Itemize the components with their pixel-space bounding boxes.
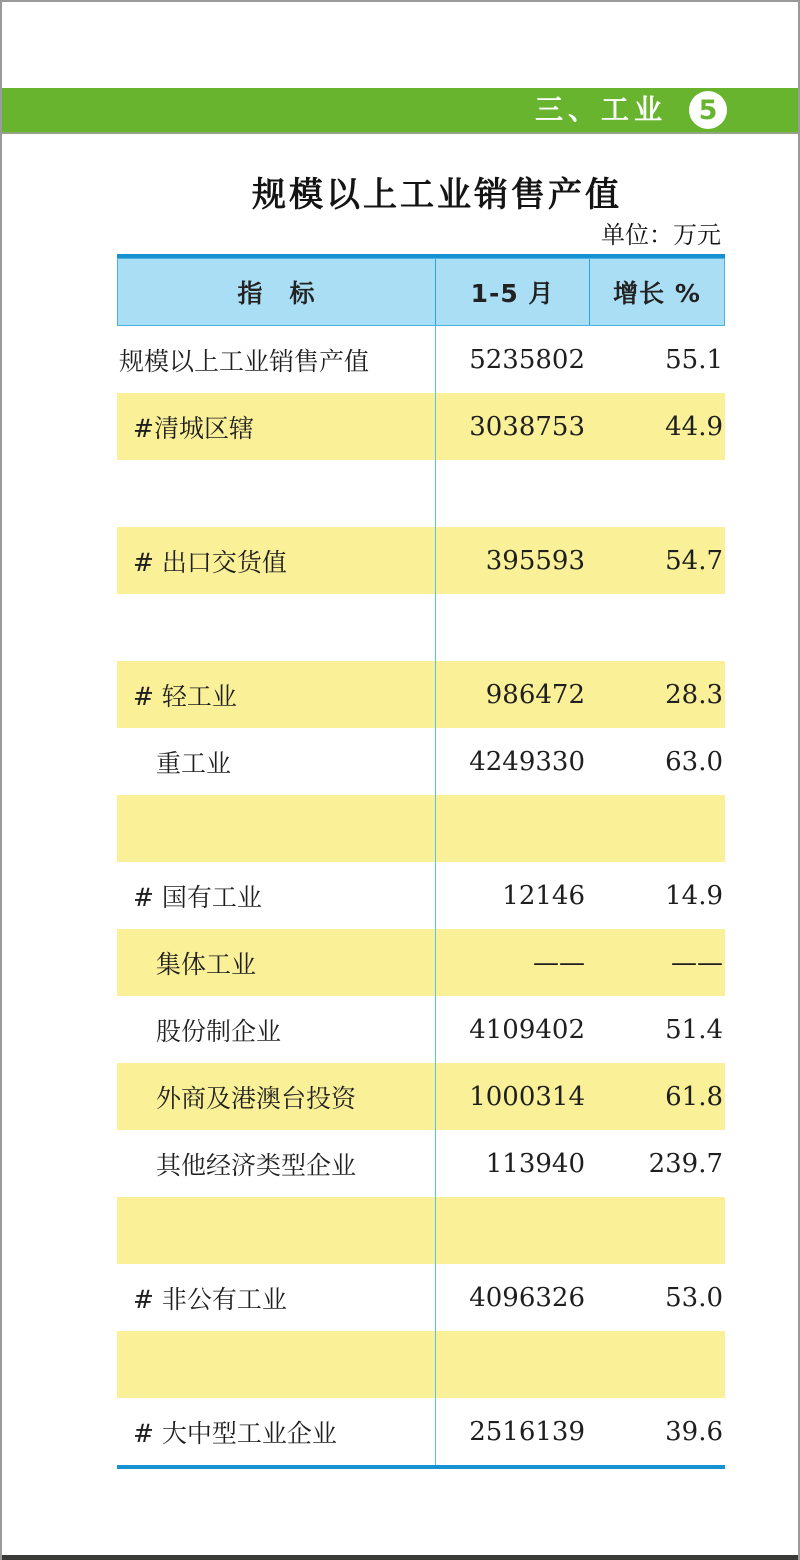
period-value: 2516139 bbox=[469, 1416, 585, 1447]
indicator-label: #清城区辖 bbox=[133, 413, 254, 443]
column-header-period: 1-5 月 bbox=[435, 259, 589, 325]
table-row bbox=[117, 1331, 725, 1398]
table-body bbox=[117, 326, 725, 1465]
period-value: 986472 bbox=[485, 679, 585, 710]
indicator-label: # 大中型工业企业 bbox=[133, 1418, 337, 1448]
indicator-label bbox=[117, 460, 435, 527]
period-value bbox=[435, 1331, 589, 1398]
page-number-badge bbox=[689, 91, 727, 129]
indicator-label: # 出口交货值 bbox=[133, 547, 287, 577]
period-value: 1000314 bbox=[469, 1081, 585, 1112]
indicator-label: # 国有工业 bbox=[133, 882, 262, 912]
period-value bbox=[435, 795, 589, 862]
growth-value bbox=[589, 460, 725, 527]
indicator-label: 股份制企业 bbox=[156, 1016, 282, 1046]
period-value bbox=[435, 594, 589, 661]
period-value: 395593 bbox=[485, 545, 585, 576]
growth-value bbox=[589, 594, 725, 661]
period-value bbox=[435, 1197, 589, 1264]
period-value: —— bbox=[533, 947, 585, 978]
table-row bbox=[117, 862, 725, 929]
page-bottom-edge bbox=[2, 1555, 798, 1560]
table-row bbox=[117, 661, 725, 728]
indicator-label bbox=[117, 1197, 435, 1264]
indicator-label bbox=[117, 795, 435, 862]
table-row bbox=[117, 795, 725, 862]
indicator-label bbox=[117, 1331, 435, 1398]
growth-value bbox=[589, 1331, 725, 1398]
table-row bbox=[117, 728, 725, 795]
page-number: 5 bbox=[698, 94, 718, 126]
unit-label: 单位：万元 bbox=[601, 221, 721, 249]
page-title: 规模以上工业销售产值 bbox=[252, 175, 622, 215]
indicator-label: 外商及港澳台投资 bbox=[156, 1083, 357, 1113]
growth-value: 61.8 bbox=[665, 1081, 723, 1112]
column-header-indicator: 指 标 bbox=[237, 279, 316, 308]
indicator-label: 重工业 bbox=[156, 748, 232, 778]
indicator-label: 集体工业 bbox=[156, 949, 257, 979]
table-row bbox=[117, 326, 725, 393]
table-row bbox=[117, 460, 725, 527]
period-value: 5235802 bbox=[469, 344, 585, 375]
table-row bbox=[117, 594, 725, 661]
growth-value bbox=[589, 795, 725, 862]
table-row bbox=[117, 1398, 725, 1465]
column-header-growth: 增长 % bbox=[589, 259, 724, 325]
table-row bbox=[117, 1264, 725, 1331]
growth-value: 51.4 bbox=[665, 1014, 723, 1045]
section-header-bar bbox=[2, 88, 798, 134]
table-row bbox=[117, 1063, 725, 1130]
growth-value: 63.0 bbox=[665, 746, 723, 777]
indicator-label: # 轻工业 bbox=[133, 681, 237, 711]
indicator-label: # 非公有工业 bbox=[133, 1284, 287, 1314]
indicator-label bbox=[117, 594, 435, 661]
table-row bbox=[117, 1130, 725, 1197]
growth-value: 54.7 bbox=[665, 545, 723, 576]
period-value: 4249330 bbox=[469, 746, 585, 777]
period-value: 12146 bbox=[502, 880, 585, 911]
table-row bbox=[117, 929, 725, 996]
table-header-row bbox=[117, 258, 725, 326]
table-row bbox=[117, 1197, 725, 1264]
growth-value: 14.9 bbox=[665, 880, 723, 911]
growth-value: 28.3 bbox=[665, 679, 723, 710]
growth-value: 55.1 bbox=[665, 344, 723, 375]
period-value: 4096326 bbox=[469, 1282, 585, 1313]
table-row bbox=[117, 527, 725, 594]
table-row bbox=[117, 996, 725, 1063]
growth-value bbox=[589, 1197, 725, 1264]
growth-value: —— bbox=[671, 947, 723, 978]
column-divider-line bbox=[435, 326, 436, 1465]
growth-value: 53.0 bbox=[665, 1282, 723, 1313]
growth-value: 39.6 bbox=[665, 1416, 723, 1447]
growth-value: 44.9 bbox=[665, 411, 723, 442]
indicator-label: 规模以上工业销售产值 bbox=[119, 346, 370, 376]
indicator-label: 其他经济类型企业 bbox=[156, 1150, 357, 1180]
period-value: 4109402 bbox=[469, 1014, 585, 1045]
period-value bbox=[435, 460, 589, 527]
period-value: 113940 bbox=[485, 1148, 585, 1179]
section-title: 三、工业 bbox=[534, 93, 667, 126]
table-row bbox=[117, 393, 725, 460]
statistics-table bbox=[117, 254, 725, 1469]
growth-value: 239.7 bbox=[648, 1148, 723, 1179]
period-value: 3038753 bbox=[469, 411, 585, 442]
